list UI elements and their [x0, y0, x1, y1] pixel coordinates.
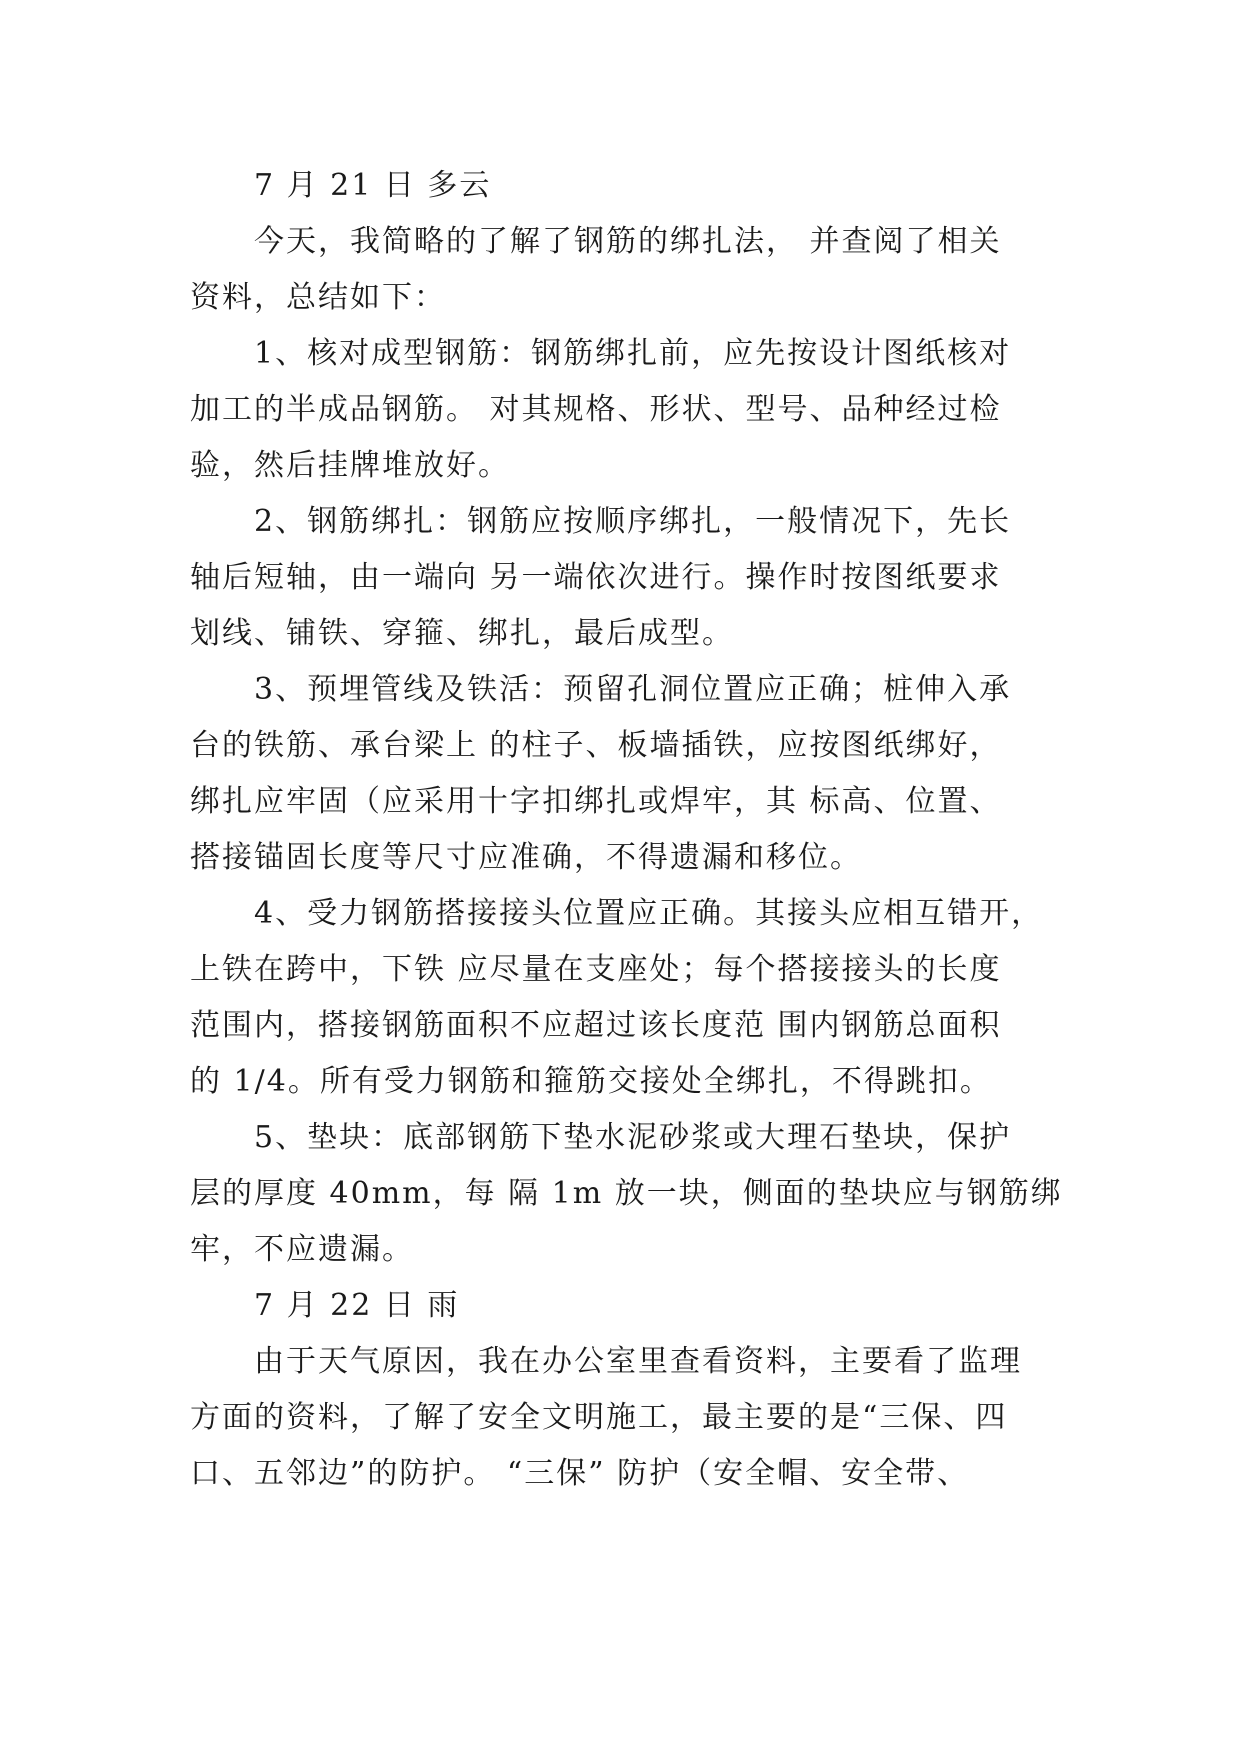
diary-date-line: 7 月 22 日 雨	[254, 1288, 460, 1323]
paragraph-intro-0722	[190, 1334, 1060, 1502]
paragraph-line: 轴后短轴，由一端向 另一端依次进行。操作时按图纸要求	[190, 560, 1002, 595]
paragraph-line: 口、五邻边”的防护。 “三保” 防护（安全帽、安全带、	[190, 1456, 970, 1491]
paragraph-line: 划线、铺铁、穿箍、绑扎，最后成型。	[190, 616, 734, 651]
paragraph-intro-0721	[190, 214, 1060, 326]
list-item-2	[190, 494, 1060, 662]
paragraph-line: 绑扎应牢固（应采用十字扣绑扎或焊牢，其 标高、位置、	[190, 784, 1002, 819]
paragraph-line: 台的铁筋、承台梁上 的柱子、板墙插铁，应按图纸绑好，	[190, 728, 1002, 763]
list-item-1	[190, 326, 1060, 494]
paragraph-line: 2、钢筋绑扎：钢筋应按顺序绑扎，一般情况下，先长	[254, 504, 1012, 539]
paragraph-line: 今天，我简略的了解了钢筋的绑扎法， 并查阅了相关	[254, 224, 1002, 259]
paragraph-line: 加工的半成品钢筋。 对其规格、形状、型号、品种经过检	[190, 392, 1002, 427]
document-body	[190, 158, 1063, 1502]
diary-date-0722	[190, 1278, 1060, 1334]
list-item-3	[190, 662, 1060, 886]
paragraph-line: 方面的资料，了解了安全文明施工，最主要的是“三保、四	[190, 1400, 1008, 1435]
paragraph-line: 牢，不应遗漏。	[190, 1232, 414, 1267]
paragraph-line: 4、受力钢筋搭接接头位置应正确。其接头应相互错开，	[254, 896, 1044, 931]
diary-date-line: 7 月 21 日 多云	[254, 168, 492, 203]
list-item-4	[190, 886, 1060, 1110]
list-item-5	[190, 1110, 1063, 1278]
paragraph-line: 层的厚度 40mm，每 隔 1m 放一块，侧面的垫块应与钢筋绑	[190, 1176, 1063, 1211]
paragraph-line: 上铁在跨中，下铁 应尽量在支座处；每个搭接接头的长度	[190, 952, 1002, 987]
paragraph-line: 范围内，搭接钢筋面积不应超过该长度范 围内钢筋总面积	[190, 1008, 1002, 1043]
paragraph-line: 5、垫块：底部钢筋下垫水泥砂浆或大理石垫块，保护	[254, 1120, 1012, 1155]
paragraph-line: 资料，总结如下：	[190, 280, 446, 315]
paragraph-line: 1、核对成型钢筋：钢筋绑扎前，应先按设计图纸核对	[254, 336, 1012, 371]
paragraph-line: 由于天气原因，我在办公室里查看资料，主要看了监理	[254, 1344, 1022, 1379]
paragraph-line: 搭接锚固长度等尺寸应准确，不得遗漏和移位。	[190, 840, 862, 875]
paragraph-line: 3、预埋管线及铁活：预留孔洞位置应正确；桩伸入承	[254, 672, 1012, 707]
diary-date-0721	[190, 158, 1060, 214]
paragraph-line: 的 1/4。所有受力钢筋和箍筋交接处全绑扎，不得跳扣。	[190, 1064, 992, 1099]
paragraph-line: 验，然后挂牌堆放好。	[190, 448, 510, 483]
